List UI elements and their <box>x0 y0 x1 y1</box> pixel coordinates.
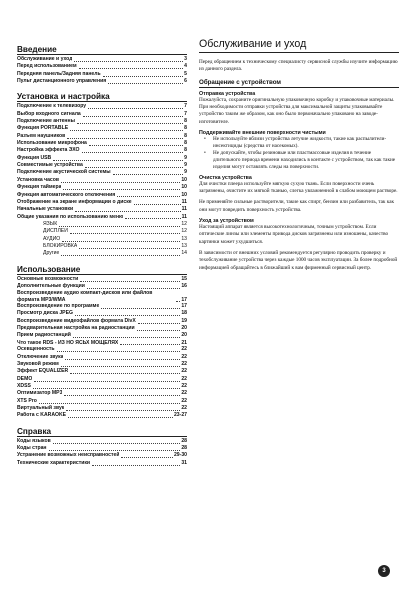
toc-entry[interactable] <box>17 184 187 191</box>
toc-entry-page: 18 <box>181 310 187 317</box>
toc-entry-title: Установка часов <box>17 176 59 183</box>
toc-entry-page: 22 <box>181 404 187 411</box>
dot-leader <box>117 196 180 197</box>
toc-entry[interactable] <box>17 63 187 70</box>
toc-entry-title: Технические характеристики <box>17 459 91 466</box>
dot-leader <box>59 226 180 227</box>
dot-leader <box>108 83 183 84</box>
dot-leader <box>53 160 183 161</box>
section-heading: Обращение с устройством <box>199 79 399 88</box>
toc-entry-page: 4 <box>184 63 187 70</box>
toc-entry-title: Что такое RDS - ИЗ НО ЯСЬХ МОЩЕЛЯХ <box>17 339 119 346</box>
toc-entry-page: 9 <box>184 169 187 176</box>
dot-leader <box>176 301 180 302</box>
dot-leader <box>53 443 181 444</box>
toc-entry[interactable] <box>17 405 187 412</box>
toc-entry[interactable] <box>17 438 187 445</box>
toc-entry[interactable] <box>17 147 187 154</box>
toc-entry-title: Функция USB <box>17 154 52 161</box>
toc-entry-page: 22 <box>181 346 187 353</box>
toc-entry-page: 22 <box>181 390 187 397</box>
toc-entry-title: Использование микрофона <box>17 140 87 147</box>
toc-entry[interactable] <box>17 354 187 361</box>
dot-leader <box>73 337 180 338</box>
toc-entry-title: Звуковой режим <box>17 360 59 367</box>
toc-entry-title: Обслуживание и уход <box>17 56 73 62</box>
toc-entry-page: 6 <box>184 78 187 85</box>
toc-entry[interactable] <box>17 206 187 213</box>
dot-leader <box>67 138 183 139</box>
dot-leader <box>75 211 181 212</box>
toc-entry-page: 21 <box>181 339 187 346</box>
toc-entry-page: 8 <box>184 125 187 132</box>
toc-entry-page: 19 <box>181 317 187 324</box>
dot-leader <box>87 288 180 289</box>
toc-entry[interactable] <box>17 325 187 332</box>
toc-entry-title: Функция автоматического отключения <box>17 191 116 198</box>
dot-leader <box>103 76 184 77</box>
subsection-heading: Уход за устройством <box>199 217 254 224</box>
toc-entry[interactable] <box>17 111 187 118</box>
toc-entry-title: Пульт дистанционного управления <box>17 78 107 85</box>
toc-entry[interactable] <box>17 445 187 452</box>
toc-entry[interactable] <box>17 290 187 303</box>
dot-leader <box>74 61 183 62</box>
toc-entry-page: 11 <box>181 198 187 205</box>
toc-entry-title: Воспроизведение видеофайлов формата DivX <box>17 317 136 324</box>
toc-entry-page: 17 <box>181 296 187 303</box>
dot-leader <box>92 465 180 466</box>
toc-entry-page: 13 <box>181 235 187 242</box>
toc-entry-title: Прием радиостанций <box>17 332 71 339</box>
dot-leader <box>120 344 180 345</box>
toc-entry-title: Основные возможности <box>17 275 79 282</box>
toc-entry-page: 20 <box>181 332 187 339</box>
dot-leader <box>85 167 183 168</box>
toc-entry-title: Функция PORTABLE <box>17 125 69 132</box>
toc-entry-page: 5 <box>184 70 187 77</box>
dot-leader <box>64 395 180 396</box>
toc-entry-page: 3 <box>184 56 187 62</box>
toc-entry-title: ЯЗЫК <box>43 220 58 227</box>
toc-entry[interactable] <box>17 133 187 140</box>
toc-entry[interactable] <box>17 236 187 243</box>
toc-entry-page: 8 <box>184 140 187 147</box>
toc-entry[interactable] <box>17 318 187 325</box>
body-paragraph: Настоящий аппарат является высокотехнологичным, точным устройством. Если оптические линзы или элементы привода дисков загрязнены или изношены, качество картинки может ухудшиться. <box>199 223 389 245</box>
dot-leader <box>79 68 184 69</box>
toc-entry[interactable] <box>17 118 187 125</box>
toc-entry[interactable] <box>17 346 187 353</box>
toc-entry[interactable] <box>17 452 187 459</box>
table-of-contents <box>17 45 187 467</box>
intro-paragraph: Перед обращением к техническому специалисту сервисной службы изучите информацию из данного раздела. <box>199 59 398 73</box>
toc-section-heading: Справка <box>17 427 187 437</box>
body-paragraph: Для очистки плеера используйте мягкую сухую ткань. Если поверхности очень загрязнены, очистите их мягкой тканью, слегка увлажненной в слабом моющем растворе. <box>199 180 398 194</box>
toc-section-heading: Введение <box>17 45 187 55</box>
toc-entry-page: 28 <box>181 445 187 451</box>
toc-entry-page: 17 <box>181 303 187 310</box>
toc-entry-page: 16 <box>181 282 187 289</box>
toc-entry-page: 28 <box>181 437 187 444</box>
dot-leader <box>138 323 181 324</box>
dot-leader <box>75 315 180 316</box>
toc-entry-title: Подключение к телевизору <box>17 103 87 110</box>
dot-leader <box>89 145 183 146</box>
dot-leader <box>61 182 180 183</box>
dot-leader <box>77 123 183 124</box>
toc-entry-page: 15 <box>181 275 187 282</box>
dot-leader <box>61 255 180 256</box>
body-paragraph: В зависимости от внешних условий рекомендуется регулярно проводить проверку и техобслуживание устройства через каждые 1000 часов эксплуатации. За более подробной информацией обращайтесь в ближайший к вам фирменный сервисный центр. <box>199 249 398 271</box>
toc-entry[interactable] <box>17 250 187 257</box>
dot-leader <box>121 457 173 458</box>
toc-entry-page: 11 <box>181 213 187 220</box>
toc-entry-page: 12 <box>181 220 187 227</box>
bullet-text: Не допускайте, чтобы резиновые или пластмассовые изделия в течение длительного периода времени находились в контакте с устройством, так как такие изделия могут оставлять следы на поверхности. <box>213 150 396 171</box>
toc-entry[interactable] <box>17 361 187 368</box>
toc-entry[interactable] <box>17 383 187 390</box>
dot-leader <box>61 366 181 367</box>
toc-entry-page: 14 <box>181 250 187 257</box>
toc-entry[interactable] <box>17 162 187 169</box>
dot-leader <box>82 152 184 153</box>
toc-entry-title: Функция таймера <box>17 184 62 191</box>
toc-entry[interactable] <box>17 56 187 63</box>
toc-entry-page: 31 <box>181 459 187 466</box>
toc-entry[interactable] <box>17 125 187 132</box>
toc-entry-title: ДИСПЛЕЙ <box>43 228 68 235</box>
toc-entry[interactable] <box>17 243 187 250</box>
bullet-text: Не используйте вблизи устройства летучие жидкости, такие как распылители-инсектициды (средства от насекомых). <box>213 136 387 150</box>
toc-entry-page: 23-27 <box>173 412 187 419</box>
toc-entry[interactable] <box>17 103 187 110</box>
toc-entry-page: 13 <box>181 242 187 249</box>
toc-entry-page: 8 <box>184 132 187 139</box>
toc-entry-page: 10 <box>181 191 187 198</box>
dot-leader <box>125 218 180 219</box>
toc-entry-title: XDSS <box>17 382 31 389</box>
toc-entry-page: 10 <box>181 176 187 183</box>
toc-entry[interactable] <box>17 177 187 184</box>
toc-entry-title: Отключение звука <box>17 353 64 360</box>
body-paragraph: Не применяйте сильные растворители, такие как спирт, бензин или разбавитель, так как они могут повредить поверхность устройства. <box>199 199 395 213</box>
page-number: 3 <box>378 565 390 577</box>
toc-entry[interactable] <box>17 78 187 85</box>
toc-entry[interactable] <box>17 155 187 162</box>
toc-entry-page: 12 <box>181 228 187 235</box>
dot-leader <box>83 116 183 117</box>
toc-entry[interactable] <box>17 221 187 228</box>
toc-entry-page: 22 <box>181 382 187 389</box>
toc-entry[interactable] <box>17 276 187 283</box>
toc-entry-page: 8 <box>184 118 187 125</box>
toc-entry-title: Отображение на экране информации о диске <box>17 198 132 205</box>
toc-entry-title: Эффект EQUALIZER <box>17 368 69 375</box>
dot-leader <box>88 108 183 109</box>
toc-entry-page: 29-30 <box>173 452 187 459</box>
toc-entry[interactable] <box>17 169 187 176</box>
toc-section-heading: Установка и настройка <box>17 92 187 102</box>
toc-entry-title: Работа с KARAOKE <box>17 412 67 419</box>
toc-entry[interactable] <box>17 228 187 235</box>
toc-entry-page: 22 <box>181 360 187 367</box>
toc-entry[interactable] <box>17 398 187 405</box>
dot-leader <box>80 281 180 282</box>
toc-entry-page: 9 <box>184 162 187 169</box>
toc-entry[interactable] <box>17 71 187 78</box>
toc-entry-title: Коды языков <box>17 437 51 444</box>
toc-entry-title: Просмотр диска JPEG <box>17 310 73 317</box>
toc-entry-title: DEMO <box>17 375 33 382</box>
toc-entry[interactable] <box>17 303 187 310</box>
page-title: Обслуживание и уход <box>199 38 399 53</box>
toc-entry-title: Подключение акустической системы <box>17 169 111 176</box>
dot-leader <box>113 174 184 175</box>
toc-entry-title: Подключение антенны <box>17 118 75 125</box>
toc-entry-title: Предварительная настройка на радиостанции <box>17 325 135 332</box>
dot-leader <box>57 351 181 352</box>
bullet-icon: • <box>204 150 206 157</box>
toc-entry-page: 22 <box>181 397 187 404</box>
toc-entry-page: 7 <box>184 110 187 117</box>
toc-entry[interactable] <box>17 310 187 317</box>
toc-entry-title: Осевщенность <box>17 346 55 353</box>
toc-entry[interactable] <box>17 390 187 397</box>
toc-entry[interactable] <box>17 192 187 199</box>
dot-leader <box>70 130 183 131</box>
toc-entry-title: Передняя панель/Задняя панель <box>17 70 101 77</box>
dot-leader <box>49 450 181 451</box>
toc-entry-title: Выбор входного сигнала <box>17 110 81 117</box>
bullet-list <box>199 136 399 171</box>
toc-entry-title: Устранение возможных неисправностей <box>17 452 120 459</box>
toc-entry-title: Совместимые устройства <box>17 162 83 169</box>
toc-entry-title: Общие указания по использованию меню <box>17 213 124 220</box>
dot-leader <box>134 204 181 205</box>
dot-leader <box>70 233 180 234</box>
toc-entry[interactable] <box>17 368 187 375</box>
toc-entry-page: 20 <box>181 325 187 332</box>
dot-leader <box>137 330 181 331</box>
toc-entry[interactable] <box>17 214 187 221</box>
dot-leader <box>70 373 180 374</box>
dot-leader <box>65 359 180 360</box>
dot-leader <box>62 241 180 242</box>
dot-leader <box>79 248 180 249</box>
dot-leader <box>63 189 180 190</box>
toc-entry-title: Разъем наушников <box>17 132 66 139</box>
dot-leader <box>33 388 180 389</box>
toc-entry-page: 8 <box>184 147 187 154</box>
subsection-heading: Отправка устройства <box>199 90 256 97</box>
care-section <box>199 38 399 276</box>
toc-section-heading: Использование <box>17 265 187 275</box>
dot-leader <box>101 308 180 309</box>
toc-entry-title: АУДИО <box>43 235 61 242</box>
subsection-heading: Очистка устройства <box>199 174 252 181</box>
toc-entry[interactable] <box>17 199 187 206</box>
toc-entry-title: Дополнительные функции <box>17 282 85 289</box>
body-paragraph: Пожалуйста, сохраните оригинальную упаковочную коробку и упаковочные материалы. При необходимости отправки устройства для максимальной защиты упаковывайте устройство таким же образом, как оно было первоначально упаковано на заводе-изготовителе. <box>199 96 395 125</box>
dot-leader <box>68 417 173 418</box>
toc-entry-title: Настройка эффекта ЭХО <box>17 147 80 154</box>
dot-leader <box>39 403 181 404</box>
toc-entry-title: Воспроизведение по программе <box>17 303 100 310</box>
toc-entry-page: 22 <box>181 353 187 360</box>
toc-entry[interactable] <box>17 332 187 339</box>
toc-entry[interactable] <box>17 460 187 467</box>
toc-entry-page: 9 <box>184 154 187 161</box>
dot-leader <box>66 410 180 411</box>
toc-entry-title: Перед использованием <box>17 63 77 70</box>
toc-entry-title: Начальные установки <box>17 206 74 213</box>
bullet-item <box>199 150 399 171</box>
toc-entry-title: Коды стран <box>17 445 47 451</box>
dot-leader <box>34 381 180 382</box>
toc-entry[interactable] <box>17 140 187 147</box>
toc-entry-title: Воспроизведение аудио компакт-дисков или файлов формата MP3/WMA <box>17 290 153 303</box>
toc-entry-title: XTS Pro <box>17 397 37 404</box>
toc-entry-title: Виртуальный звук <box>17 404 65 411</box>
toc-entry[interactable] <box>17 376 187 383</box>
toc-entry-title: Другие <box>43 250 60 257</box>
toc-entry-page: 10 <box>181 184 187 191</box>
bullet-icon: • <box>204 136 206 143</box>
bullet-item <box>199 136 399 150</box>
toc-entry[interactable] <box>17 283 187 290</box>
toc-entry-title: БЛОКИРОВКА <box>43 242 78 249</box>
toc-entry-title: Оптимизатор MP3 <box>17 390 63 397</box>
toc-entry-page: 22 <box>181 368 187 375</box>
toc-entry-page: 22 <box>181 375 187 382</box>
toc-entry[interactable] <box>17 412 187 419</box>
toc-entry-page: 7 <box>184 103 187 110</box>
toc-entry-page: 11 <box>181 206 187 213</box>
subsection-heading: Поддерживайте внешние поверхности чистыми <box>199 130 326 137</box>
care-subsections <box>199 79 399 272</box>
